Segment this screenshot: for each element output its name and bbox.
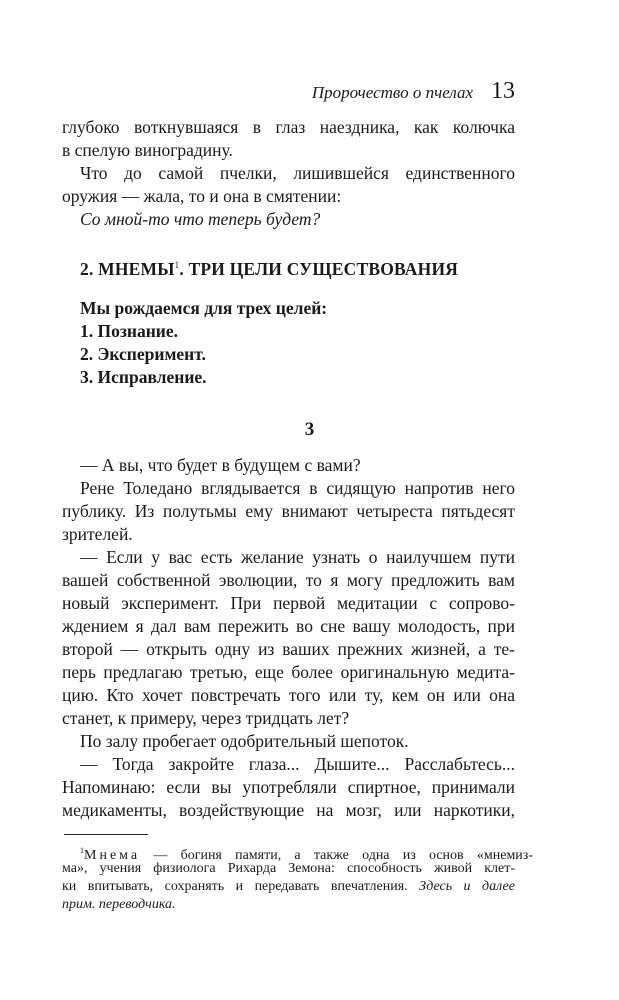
- body-line: Рене Толедано вглядывается в сидящую напротив него: [80, 478, 515, 498]
- footnote-line: ма», учения физиолога Рихарда Земона: способность живой клет-: [62, 861, 515, 876]
- body-line: медикаменты, воздействующие на мозг, или наркотики,: [62, 800, 515, 820]
- body-line: вашей собственной эволюции, то я могу предложить вам: [62, 570, 515, 590]
- body-line: — А вы, что будет в будущем с вами?: [80, 455, 361, 475]
- section-heading: [80, 259, 458, 280]
- running-head-title: Пророчество о пчелах: [311, 83, 473, 102]
- body-line: публику. Из полутьмы ему внимают четыреста пятьдесят: [62, 501, 515, 521]
- goal-item: 3. Исправление.: [80, 367, 207, 387]
- text-line: Что до самой пчелки, лишившейся единственного: [80, 163, 515, 183]
- page-number: 13: [491, 78, 515, 104]
- goals-lead: Мы рождаемся для трех целей:: [80, 298, 328, 318]
- body-line: станет, к примеру, через тридцать лет?: [62, 708, 350, 728]
- footnote-line: [62, 878, 515, 896]
- footnote-marker: 1: [174, 260, 180, 270]
- body-line: Напоминаю: если вы употребляли спиртное, принимали: [62, 777, 515, 797]
- footnote-text: — богиня памяти, а также одна из основ «мнемиз-: [140, 848, 533, 863]
- footnote-italic: Здесь и далее: [419, 879, 515, 894]
- body-line: новый эксперимент. При первой медитации с сопрово-: [62, 593, 515, 613]
- body-line: перь предлагаю третью, еще более оригинальную медита-: [62, 662, 515, 682]
- body-line: ждением я дал вам пережить во сне вашу молодость, при: [62, 616, 515, 636]
- heading-text-start: 2. МНЕМЫ: [80, 259, 175, 279]
- goal-item: 1. Познание.: [80, 321, 179, 341]
- goal-item: 2. Эксперимент.: [80, 344, 206, 364]
- footnote-line: прим. переводчика.: [62, 897, 176, 912]
- running-head: [312, 78, 515, 105]
- body-line: — Тогда закройте глаза... Дышите... Расслабьтесь...: [80, 754, 515, 774]
- footnote-text: ки впитывать, сохранять и передавать впечатления.: [62, 879, 420, 894]
- footnote-divider: [64, 834, 148, 835]
- body-line: зрителей.: [62, 524, 133, 544]
- body-line: цию. Кто хочет повстречать того или ту, кем он или она: [62, 685, 515, 705]
- body-line: По залу пробегает одобрительный шепоток.: [80, 731, 409, 751]
- text-line: оружия — жала, то и она в смятении:: [62, 186, 342, 206]
- chapter-number: 3: [304, 419, 315, 440]
- heading-text-end: . ТРИ ЦЕЛИ СУЩЕСТВОВАНИЯ: [179, 259, 459, 279]
- footnote-mark: 1: [80, 846, 84, 855]
- text-line: глубоко воткнувшаяся в глаз наездника, как колючка: [62, 117, 515, 137]
- body-line: второй — открыть одну из ваших прежних жизней, а те-: [62, 639, 515, 659]
- italic-line: Со мной-то что теперь будет?: [80, 209, 321, 229]
- footnote-term: Мнема: [84, 848, 141, 863]
- body-line: — Если у вас есть желание узнать о наилучшем пути: [80, 547, 515, 567]
- text-line: в спелую виноградину.: [62, 140, 233, 160]
